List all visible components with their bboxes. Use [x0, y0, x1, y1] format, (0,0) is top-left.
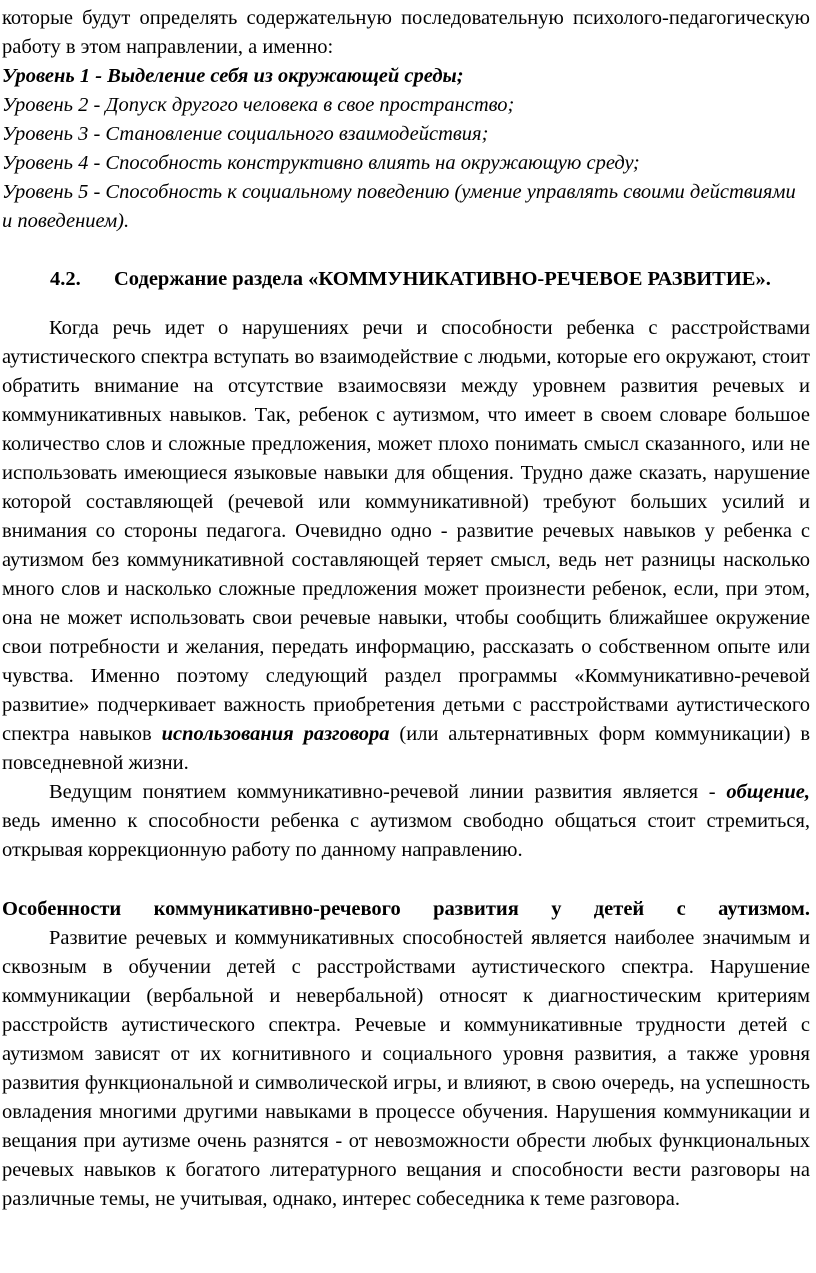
paragraph1-text-start: Когда речь идет о нарушениях речи и способности ребенка с расстройствами аутистического спектра вступать во взаимодействие с людьми, которые его окружают, стоит обратить внимание на отсутствие взаимосвязи между уровнем развития речевых и коммуникативных навыков. Так, ребенок с аутизмом, что имеет в своем словаре большое количество слов и сложные предложения, может плохо понимать смысл сказанного, или не использовать имеющиеся языковые навыки для общения. Трудно даже сказать, нарушение которой составляющей (речевой или коммуникативной) требуют больших усилий и внимания со стороны педагога. Очевидно одно - развитие речевых навыков у ребенка с аутизмом без коммуникативной составляющей теряет смысл, ведь нет разницы насколько много слов и насколько сложные предложения может произнести ребенок, если, при этом, она не может использовать свои речевые навыки, чтобы сообщить ближайшее окружение свои потребности и желания, передать информацию, рассказать о собственном опыте или чувства. Именно поэтому следующий раздел программы «Коммуникативно-речевой развитие» подчеркивает важность приобретения детьми с расстройствами аутистического спектра навыков [2, 317, 810, 745]
level-item-5: Уровень 5 - Способность к социальному поведению (умение управлять своими действиями и поведением). [2, 181, 796, 232]
level-item-3: Уровень 3 - Становление социального взаимодействия; [2, 123, 489, 145]
subheading: Особенности коммуникативно-речевого развития у детей с аутизмом. [2, 898, 810, 920]
level-item-4: Уровень 4 - Способность конструктивно влиять на окружающую среду; [2, 152, 640, 174]
paragraph-leading-concept [2, 778, 810, 865]
paragraph1-text-end: (или альтернативных форм коммуникации) в повседневной жизни. [2, 723, 810, 774]
paragraph-features: Развитие речевых и коммуникативных способностей является наиболее значимым и сквозным в обучении детей с расстройствами аутистического спектра. Нарушение коммуникации (вербальной и невербальной) относят к диагностическим критериям расстройств аутистического спектра. Речевые и коммуникативные трудности детей с аутизмом зависят от их когнитивного и социального уровня развития, а также уровня развития функциональной и символической игры, и влияют, в свою очередь, на успешность овладения многими другими навыками в процессе обучения. Нарушения коммуникации и вещания при аутизме очень разнятся - от невозможности обрести любых функциональных речевых навыков к богатого литературного вещания и способности вести разговоры на различные темы, не учитывая, однако, интерес собеседника к теме разговора. [2, 927, 810, 1210]
level-item-2: Уровень 2 - Допуск другого человека в свое пространство; [2, 94, 515, 116]
paragraph-communication-speech [2, 314, 810, 778]
section-number: 4.2. [50, 268, 81, 290]
paragraph2-text-end: ведь именно к способности ребенка с аутизмом свободно общаться стоит стремиться, открывая коррекционную работу по данному направлению. [2, 810, 810, 861]
section-heading [2, 265, 810, 294]
section-title: Содержание раздела «КОММУНИКАТИВНО-РЕЧЕВОЕ РАЗВИТИЕ». [114, 268, 771, 290]
paragraph2-text-start: Ведущим понятием коммуникативно-речевой линии развития является - [49, 781, 727, 803]
intro-paragraph: которые будут определять содержательную последовательную психолого-педагогическую работу в этом направлении, а именно: [2, 7, 810, 58]
levels-list [2, 62, 810, 236]
paragraph1-emphasis: использования разговора [161, 723, 390, 745]
paragraph2-emphasis: общение, [726, 781, 810, 803]
level-item-1: Уровень 1 - Выделение себя из окружающей среды; [2, 65, 464, 87]
